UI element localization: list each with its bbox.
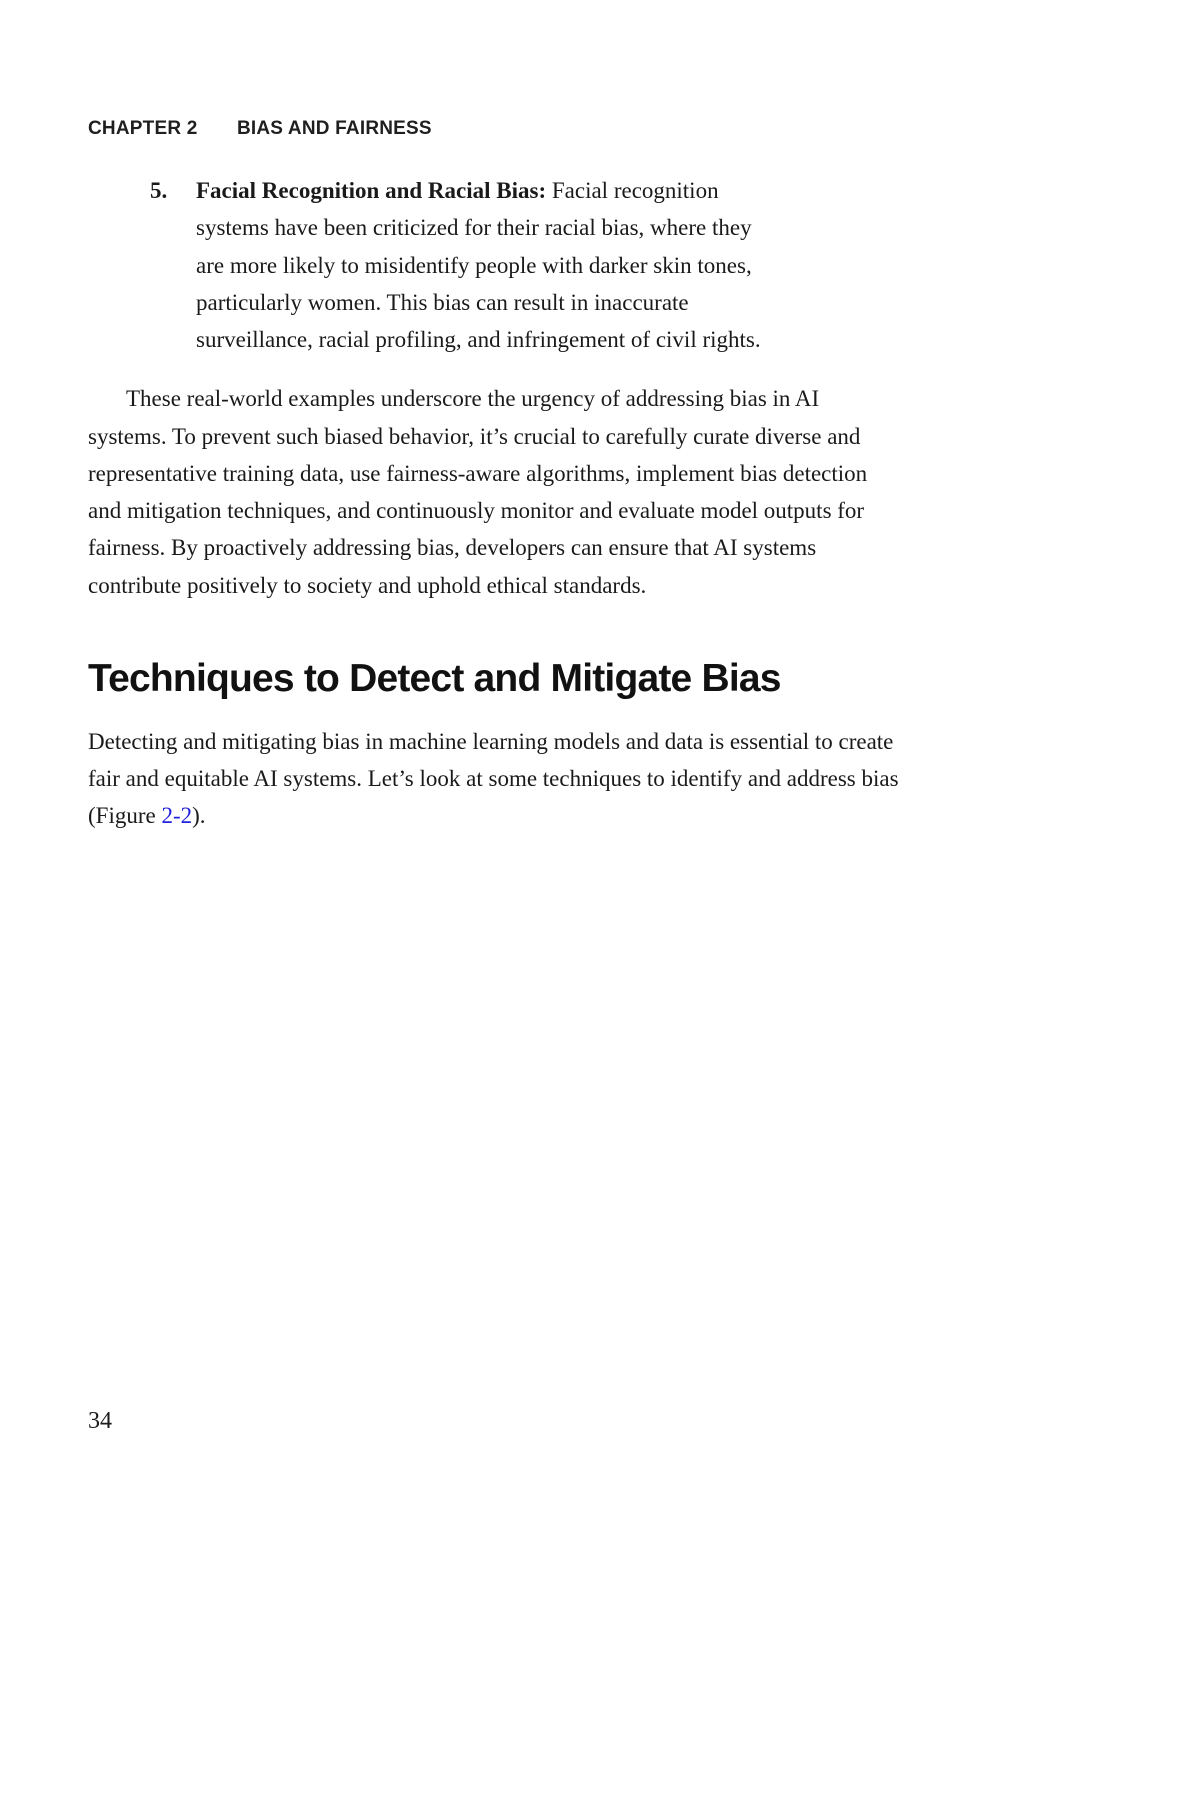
paragraph-techniques-post: ). <box>192 803 206 829</box>
list-item-lead: Facial Recognition and Racial Bias: <box>196 178 547 203</box>
section-heading: Techniques to Detect and Mitigate Bias <box>88 656 781 700</box>
list-item-number: 5. <box>150 178 168 203</box>
chapter-title: BIAS AND FAIRNESS <box>236 118 432 139</box>
running-header <box>88 118 900 140</box>
paragraph-techniques <box>88 723 900 835</box>
page-number: 34 <box>88 1408 112 1434</box>
list-item-5 <box>150 172 768 358</box>
figure-2-2-link[interactable]: 2-2 <box>161 803 193 829</box>
page-content <box>88 118 900 834</box>
chapter-label: CHAPTER 2 <box>88 118 198 139</box>
paragraph-techniques-pre: Detecting and mitigating bias in machine learning models and data is essential to create fair and equitable AI systems. Let’s look at some techniques to identify and address bias (Figure <box>88 728 899 829</box>
list-item-text <box>196 172 768 358</box>
list-item-body: Facial recognition systems have been criticized for their racial bias, where they are more likely to misidentify people with darker skin tones, particularly women. This bias can result in inaccurate surveillance, racial profiling, and infringement of civil rights. <box>196 178 761 352</box>
paragraph-summary: These real-world examples underscore the urgency of addressing bias in AI systems. To prevent such biased behavior, it’s crucial to carefully curate diverse and representative training data, use fairness-aware algorithms, implement bias detection and mitigation techniques, and continuously monitor and evaluate model outputs for fairness. By proactively addressing bias, developers can ensure that AI systems contribute positively to society and uphold ethical standards. <box>88 386 868 598</box>
